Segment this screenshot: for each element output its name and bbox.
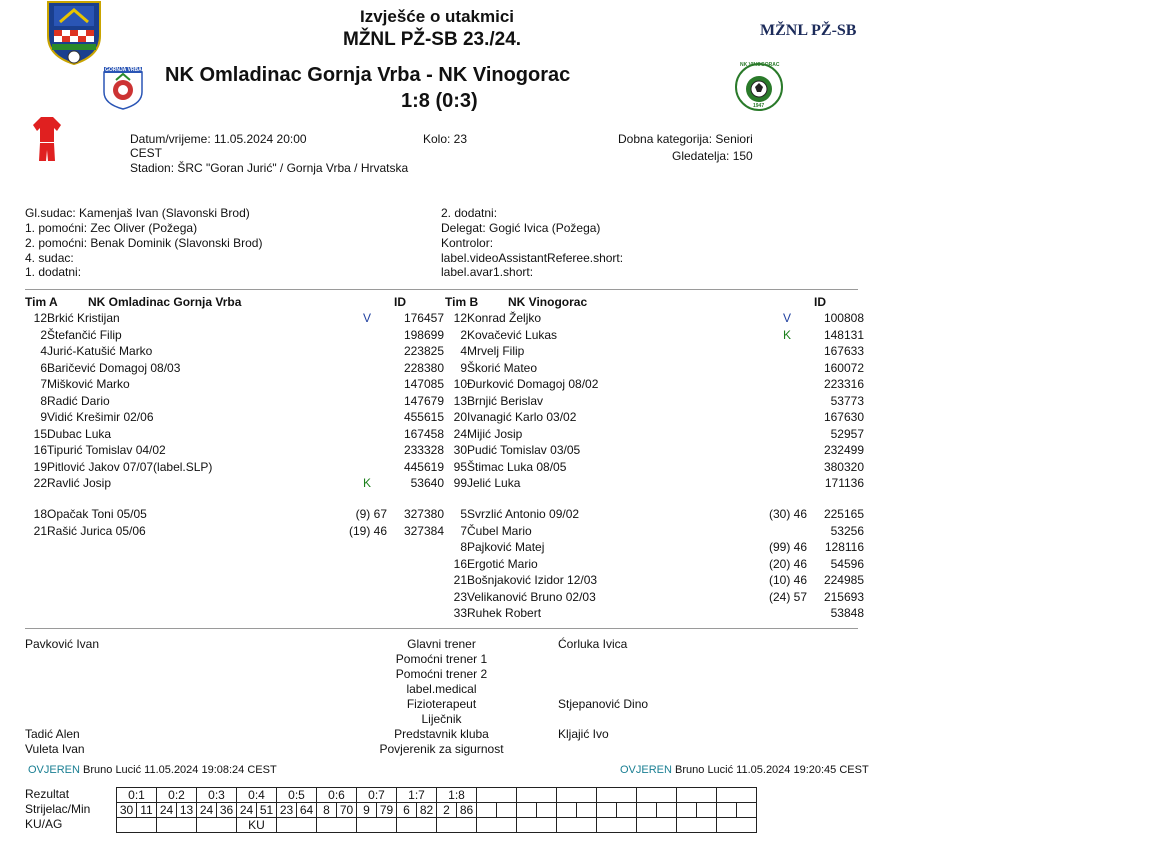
- player-name: Baričević Domagoj 08/03: [47, 360, 181, 375]
- player-role-mark: [767, 393, 807, 410]
- player-number: 4: [40, 344, 47, 359]
- staff-role: Pomoćni trener 1: [395, 652, 488, 666]
- player-name: Pitlović Jakov 07/07(label.SLP): [47, 459, 213, 474]
- player-name: Vidić Krešimir 02/06: [47, 410, 154, 425]
- goal-kuag-cell: [397, 818, 437, 833]
- goal-result-cell: 0:3: [197, 788, 237, 803]
- player-name: Bošnjaković Izidor 12/03: [467, 573, 598, 588]
- goal-minute: 64: [297, 803, 317, 818]
- goal-scorer-number: 24: [197, 803, 217, 818]
- team-a-id-header: ID: [394, 295, 406, 309]
- player-role-mark: [347, 442, 387, 459]
- goal-scorer-number: 24: [237, 803, 257, 818]
- team-b-id-header: ID: [814, 295, 826, 309]
- player-id: 100808: [823, 311, 864, 326]
- match-round: Kolo: 23: [423, 132, 468, 146]
- player-id: 228380: [403, 360, 444, 375]
- goal-kuag-cell: [197, 818, 237, 833]
- player-role-mark: [767, 426, 807, 443]
- player-id: 445619: [403, 459, 444, 474]
- player-name: Ivanagić Karlo 03/02: [467, 410, 577, 425]
- goal-minute: 51: [257, 803, 277, 818]
- player-name: Tipurić Tomislav 04/02: [47, 443, 166, 458]
- player-name: Dubac Luka: [47, 426, 112, 441]
- substitution-info: (24) 57: [768, 589, 807, 604]
- player-row: [25, 523, 444, 540]
- player-id: 167630: [823, 410, 864, 425]
- player-role-mark: [347, 426, 387, 443]
- player-row: [445, 327, 864, 344]
- goal-result-cell: 0:7: [357, 788, 397, 803]
- player-id: 223825: [403, 344, 444, 359]
- player-row: [445, 343, 864, 360]
- team-a-name: NK Omladinac Gornja Vrba: [88, 295, 242, 309]
- player-number: 10: [453, 377, 467, 392]
- player-id: 147679: [403, 393, 444, 408]
- player-name: Pudić Tomislav 03/05: [467, 443, 581, 458]
- player-role-mark: [767, 442, 807, 459]
- goal-kuag-cell: [477, 818, 517, 833]
- goal-scorer-number: [597, 803, 617, 818]
- goal-minute: [697, 803, 717, 818]
- player-number: 5: [460, 507, 467, 522]
- team-b-label: Tim B: [445, 295, 479, 309]
- away-logo-year: 1947: [753, 103, 765, 109]
- player-number: 12: [33, 311, 47, 326]
- player-id: 327380: [403, 507, 444, 522]
- goal-scorer-number: [637, 803, 657, 818]
- player-number: 8: [40, 393, 47, 408]
- official-delegate: Delegat: Gogić Ivica (Požega): [441, 221, 601, 235]
- goal-minute: [497, 803, 517, 818]
- player-name: Mrvelj Filip: [467, 344, 525, 359]
- goals-kuag-row: [117, 818, 757, 833]
- player-role-mark: V: [362, 311, 371, 326]
- player-name: Jelić Luka: [467, 476, 521, 491]
- player-role-mark: [347, 409, 387, 426]
- match-score: 1:8 (0:3): [401, 90, 478, 112]
- player-row: [445, 376, 864, 393]
- player-number: 21: [33, 523, 47, 538]
- player-name: Brnjić Berislav: [467, 393, 544, 408]
- player-role-mark: [347, 327, 387, 344]
- goal-minute: 86: [457, 803, 477, 818]
- goal-result-cell: 0:1: [117, 788, 157, 803]
- player-name: Đurković Domagoj 08/02: [467, 377, 599, 392]
- player-name: Ergotić Mario: [467, 556, 538, 571]
- divider: [25, 289, 858, 290]
- player-number: 21: [453, 573, 467, 588]
- goal-result-cell: [557, 788, 597, 803]
- goal-scorer-number: 8: [317, 803, 337, 818]
- staff-role: Liječnik: [421, 712, 462, 726]
- player-name: Mijić Josip: [467, 426, 523, 441]
- player-row: [445, 523, 864, 540]
- player-id: 225165: [823, 507, 864, 522]
- substitution-info: [717, 523, 807, 540]
- player-name: Štimac Luka 08/05: [467, 459, 567, 474]
- league-badge: MŽNL PŽ-SB: [760, 22, 857, 39]
- player-number: 9: [40, 410, 47, 425]
- goal-result-cell: [597, 788, 637, 803]
- player-name: Svrzlić Antonio 09/02: [467, 507, 580, 522]
- goal-minute: 13: [177, 803, 197, 818]
- player-row: [25, 475, 444, 492]
- staff-role: Predstavnik kluba: [394, 727, 489, 741]
- player-id: 147085: [403, 377, 444, 392]
- goals-scorer-row: [117, 803, 757, 818]
- player-row: [445, 310, 864, 327]
- official-assistant-2: 2. pomoćni: Benak Dominik (Slavonski Brod): [25, 236, 263, 250]
- goal-result-cell: 0:2: [157, 788, 197, 803]
- player-number: 8: [460, 540, 467, 555]
- goal-kuag-cell: [637, 818, 677, 833]
- goals-label-scorer: Strijelac/Min: [25, 802, 91, 816]
- goal-minute: [737, 803, 757, 818]
- team-a-subs: [25, 506, 444, 539]
- player-id: 455615: [403, 410, 444, 425]
- player-id: 232499: [823, 443, 864, 458]
- staff-home-name: Pavković Ivan: [25, 637, 100, 651]
- away-verification: [620, 764, 869, 776]
- player-name: Opačak Toni 05/05: [47, 507, 147, 522]
- player-id: 223316: [823, 377, 864, 392]
- age-category: Dobna kategorija: Seniori: [618, 132, 753, 146]
- goal-result-cell: [717, 788, 757, 803]
- player-role-mark: [347, 376, 387, 393]
- away-logo-label: NK VINOGORAC: [740, 62, 780, 68]
- player-name: Štefančić Filip: [47, 327, 122, 342]
- player-row: [445, 605, 864, 622]
- player-number: 2: [40, 327, 47, 342]
- player-id: 233328: [403, 443, 444, 458]
- official-additional-1: 1. dodatni:: [25, 265, 82, 279]
- goals-label-kuag: KU/AG: [25, 817, 63, 831]
- player-id: 53256: [830, 523, 864, 538]
- goal-kuag-cell: [277, 818, 317, 833]
- player-name: Mišković Marko: [47, 377, 130, 392]
- player-number: 13: [453, 393, 467, 408]
- goal-kuag-cell: KU: [237, 818, 277, 833]
- player-row: [25, 442, 444, 459]
- player-number: 4: [460, 344, 467, 359]
- verification-text: Bruno Lucić 11.05.2024 19:08:24 CEST: [83, 764, 277, 776]
- goal-kuag-cell: [317, 818, 357, 833]
- player-number: 33: [453, 606, 467, 621]
- player-number: 23: [453, 589, 467, 604]
- player-number: 22: [33, 476, 47, 491]
- report-title: Izvješće o utakmici: [360, 7, 515, 26]
- team-a-label: Tim A: [25, 295, 58, 309]
- player-name: Škorić Mateo: [467, 360, 538, 375]
- goal-result-cell: 0:4: [237, 788, 277, 803]
- player-row: [445, 426, 864, 443]
- substitution-info: (99) 46: [768, 540, 807, 555]
- player-role-mark: [767, 475, 807, 492]
- home-verification: [28, 764, 277, 776]
- player-id: 54596: [830, 556, 864, 571]
- player-number: 99: [453, 476, 467, 491]
- player-name: Velikanović Bruno 02/03: [467, 589, 596, 604]
- goal-result-cell: [477, 788, 517, 803]
- player-number: 7: [40, 377, 47, 392]
- player-row: [25, 343, 444, 360]
- goal-minute: 36: [217, 803, 237, 818]
- player-name: Kovačević Lukas: [467, 327, 558, 342]
- official-main-referee: Gl.sudac: Kamenjaš Ivan (Slavonski Brod): [25, 206, 250, 220]
- goal-minute: 11: [137, 803, 157, 818]
- goal-minute: [577, 803, 597, 818]
- player-row: [25, 393, 444, 410]
- player-id: 53848: [830, 606, 864, 621]
- goal-scorer-number: 30: [117, 803, 137, 818]
- player-number: 2: [460, 327, 467, 342]
- goal-kuag-cell: [677, 818, 717, 833]
- match-teams: NK Omladinac Gornja Vrba - NK Vinogorac: [165, 64, 571, 86]
- player-row: [25, 376, 444, 393]
- player-name: Brkić Kristijan: [47, 311, 120, 326]
- player-id: 128116: [824, 540, 864, 555]
- goal-result-cell: [517, 788, 557, 803]
- player-id: 327384: [403, 523, 444, 538]
- player-row: [445, 506, 864, 523]
- verification-status: OVJEREN: [28, 764, 80, 776]
- goal-kuag-cell: [517, 818, 557, 833]
- divider: [25, 628, 858, 629]
- player-name: Konrad Željko: [467, 311, 542, 326]
- player-role-mark: [347, 459, 387, 476]
- official-var: label.videoAssistantReferee.short:: [441, 251, 624, 265]
- goal-result-cell: [637, 788, 677, 803]
- player-row: [445, 572, 864, 589]
- goal-result-cell: 0:6: [317, 788, 357, 803]
- goal-result-cell: 1:8: [437, 788, 477, 803]
- player-role-mark: [767, 360, 807, 377]
- home-logo-label: GORNJA VRBA: [105, 67, 142, 73]
- player-id: 198699: [403, 327, 444, 342]
- player-id: 52957: [830, 426, 864, 441]
- player-row: [445, 409, 864, 426]
- player-id: 53773: [830, 393, 864, 408]
- match-stadium: Stadion: ŠRC "Goran Jurić" / Gornja Vrba / Hrvatska: [130, 161, 409, 175]
- home-kit-shirt-icon: [32, 116, 62, 162]
- player-name: Pajković Matej: [467, 540, 545, 555]
- player-role-mark: K: [782, 327, 791, 342]
- player-name: Ruhek Robert: [467, 606, 542, 621]
- player-row: [445, 459, 864, 476]
- staff-home-name: Tadić Alen: [25, 727, 80, 741]
- player-row: [25, 506, 444, 523]
- substitution-info: (20) 46: [768, 556, 807, 571]
- player-row: [25, 310, 444, 327]
- substitution-info: (9) 67: [355, 507, 387, 522]
- goal-scorer-number: 9: [357, 803, 377, 818]
- official-fourth: 4. sudac:: [25, 251, 74, 265]
- player-number: 7: [460, 523, 467, 538]
- player-id: 148131: [823, 327, 864, 342]
- goal-scorer-number: [717, 803, 737, 818]
- verification-text: Bruno Lucić 11.05.2024 19:20:45 CEST: [675, 764, 869, 776]
- goal-kuag-cell: [157, 818, 197, 833]
- player-number: 30: [453, 443, 467, 458]
- player-id: 171136: [824, 476, 864, 491]
- goals-result-row: [117, 788, 757, 803]
- player-role-mark: [767, 459, 807, 476]
- team-b-starters: [445, 310, 864, 492]
- goal-minute: 70: [337, 803, 357, 818]
- player-number: 16: [33, 443, 47, 458]
- player-row: [445, 589, 864, 606]
- player-number: 16: [453, 556, 467, 571]
- player-role-mark: [767, 343, 807, 360]
- player-name: Radić Dario: [47, 393, 110, 408]
- staff-role: Fizioterapeut: [406, 697, 477, 711]
- player-number: 24: [453, 426, 467, 441]
- match-timezone: CEST: [130, 146, 163, 160]
- player-number: 18: [33, 507, 47, 522]
- player-role-mark: [347, 360, 387, 377]
- player-role-mark: V: [782, 311, 791, 326]
- goal-minute: [617, 803, 637, 818]
- goal-kuag-cell: [597, 818, 637, 833]
- official-avar: label.avar1.short:: [441, 265, 534, 279]
- goal-scorer-number: [517, 803, 537, 818]
- player-role-mark: [347, 343, 387, 360]
- team-a-starters: [25, 310, 444, 492]
- match-datetime: Datum/vrijeme: 11.05.2024 20:00: [130, 132, 307, 146]
- player-role-mark: [347, 393, 387, 410]
- spectators: Gledatelja: 150: [672, 149, 753, 163]
- substitution-info: (30) 46: [768, 507, 807, 522]
- goal-scorer-number: [557, 803, 577, 818]
- goal-scorer-number: [677, 803, 697, 818]
- goal-kuag-cell: [437, 818, 477, 833]
- goal-kuag-cell: [717, 818, 757, 833]
- goal-kuag-cell: [357, 818, 397, 833]
- goal-result-cell: 1:7: [397, 788, 437, 803]
- player-number: 20: [453, 410, 467, 425]
- goal-scorer-number: 23: [277, 803, 297, 818]
- goal-scorer-number: 24: [157, 803, 177, 818]
- staff-role: label.medical: [406, 682, 477, 696]
- verification-status: OVJEREN: [620, 764, 672, 776]
- staff-away-name: Stjepanović Dino: [558, 697, 649, 711]
- player-id: 167458: [403, 426, 444, 441]
- official-controller: Kontrolor:: [441, 236, 494, 250]
- player-row: [25, 327, 444, 344]
- player-row: [445, 556, 864, 573]
- goal-scorer-number: [477, 803, 497, 818]
- player-id: 176457: [403, 311, 444, 326]
- goal-result-cell: 0:5: [277, 788, 317, 803]
- goal-result-cell: [677, 788, 717, 803]
- substitution-info: [717, 605, 807, 622]
- player-row: [445, 539, 864, 556]
- team-b-subs: [445, 506, 864, 622]
- player-row: [445, 442, 864, 459]
- player-name: Čubel Mario: [467, 523, 532, 538]
- player-id: 215693: [823, 589, 864, 604]
- staff-away-name: Ćorluka Ivica: [558, 637, 628, 651]
- player-row: [25, 409, 444, 426]
- substitution-info: (10) 46: [768, 573, 807, 588]
- player-number: 9: [460, 360, 467, 375]
- substitution-info: (19) 46: [348, 523, 387, 538]
- player-number: 12: [453, 311, 467, 326]
- player-role-mark: K: [362, 476, 371, 491]
- player-number: 6: [40, 360, 47, 375]
- goal-kuag-cell: [557, 818, 597, 833]
- goal-minute: [537, 803, 557, 818]
- player-role-mark: [767, 376, 807, 393]
- official-assistant-1: 1. pomoćni: Zec Oliver (Požega): [25, 221, 198, 235]
- player-name: Rašić Jurica 05/06: [47, 523, 146, 538]
- official-additional-2: 2. dodatni:: [441, 206, 498, 220]
- goal-minute: 79: [377, 803, 397, 818]
- player-role-mark: [767, 409, 807, 426]
- goal-scorer-number: 2: [437, 803, 457, 818]
- goal-minute: [657, 803, 677, 818]
- federation-crest-logo: [44, 0, 104, 66]
- player-name: Ravlić Josip: [47, 476, 112, 491]
- player-row: [445, 393, 864, 410]
- goal-minute: 82: [417, 803, 437, 818]
- player-id: 160072: [823, 360, 864, 375]
- team-b-name: NK Vinogorac: [508, 295, 588, 309]
- goals-label-result: Rezultat: [25, 787, 70, 801]
- player-number: 95: [453, 459, 467, 474]
- player-name: Jurić-Katušić Marko: [47, 344, 153, 359]
- player-row: [445, 475, 864, 492]
- player-id: 224985: [823, 573, 864, 588]
- player-row: [445, 360, 864, 377]
- player-id: 380320: [823, 459, 864, 474]
- staff-role: Povjerenik za sigurnost: [379, 742, 504, 756]
- goals-grid: [116, 787, 757, 833]
- staff-role: Pomoćni trener 2: [395, 667, 488, 681]
- player-row: [25, 426, 444, 443]
- staff-home-name: Vuleta Ivan: [25, 742, 85, 756]
- player-row: [25, 360, 444, 377]
- staff-role: Glavni trener: [407, 637, 476, 651]
- player-id: 53640: [410, 476, 444, 491]
- staff-away-name: Kljajić Ivo: [558, 727, 609, 741]
- goal-scorer-number: 6: [397, 803, 417, 818]
- player-row: [25, 459, 444, 476]
- player-number: 15: [33, 426, 47, 441]
- player-id: 167633: [823, 344, 864, 359]
- goal-kuag-cell: [117, 818, 157, 833]
- competition-title: MŽNL PŽ-SB 23./24.: [343, 29, 522, 50]
- player-number: 19: [33, 459, 47, 474]
